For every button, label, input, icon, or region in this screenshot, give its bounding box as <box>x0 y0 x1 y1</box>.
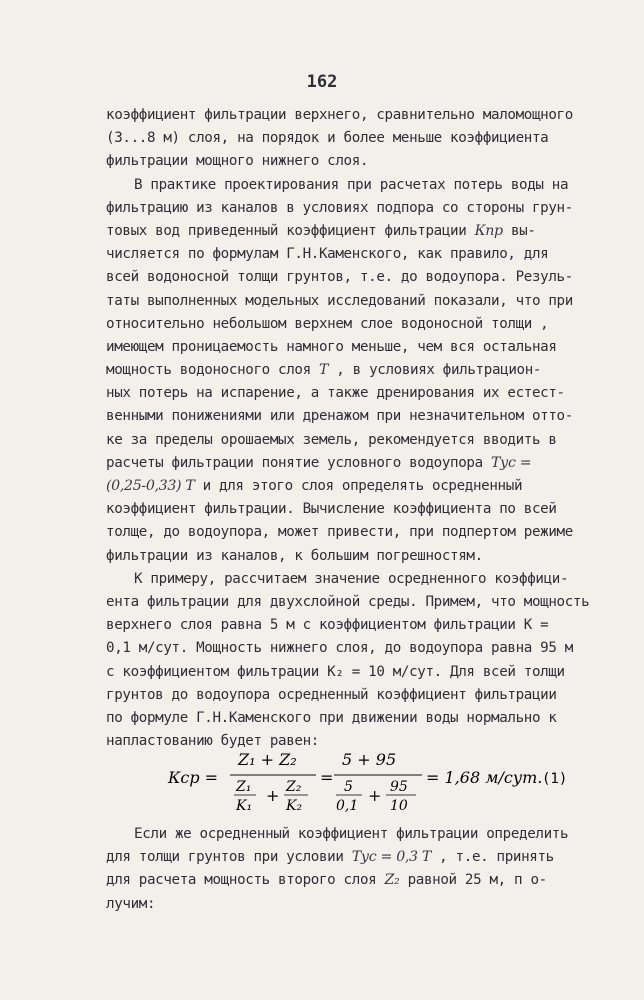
text-line: коэффициент фильтрации. Вычисление коэффициента по всей <box>106 501 557 518</box>
text-segment: и для этого слоя определять осредненный <box>194 478 523 494</box>
text-line: ке за пределы орошаемых земель, рекомендуется вводить в <box>106 431 557 448</box>
text-line: толще, до водоупора, может привести, при подпертом режиме <box>106 524 573 541</box>
text-line: всей водоносной толщи грунтов, т.е. до водоупора. Резуль- <box>106 269 573 286</box>
formula-result: = 1,68 м/сут. <box>426 768 543 787</box>
formula-den1-b: Z₂ <box>286 779 302 795</box>
body-text-continued <box>106 823 586 916</box>
symbol-t-us: Тус = <box>491 454 532 471</box>
text-segment: мощность водоносного слоя <box>106 362 319 379</box>
symbol-z2: Z₂ <box>384 872 400 889</box>
formula-den1-plus: + <box>266 786 280 805</box>
text-line <box>106 475 586 498</box>
text-line: Если же осредненный коэффициент фильтрации определить <box>134 826 569 842</box>
formula-block <box>168 745 588 815</box>
text-segment: равной 25 м, п о- <box>399 872 547 889</box>
text-line <box>106 869 586 892</box>
formula-den1-a-k: K₁ <box>236 798 253 814</box>
symbol-t: Т <box>318 362 329 379</box>
text-line <box>106 359 586 382</box>
text-segment: товых вод приведенный коэффициент фильтрации <box>106 222 475 239</box>
text-line: венными понижениями или дренажом при незначительном отто- <box>106 408 573 425</box>
formula-den2-a: 5 <box>344 779 353 795</box>
text-line: числяется по формулам Г.Н.Каменского, как правило, для <box>106 246 549 263</box>
page-number: 162 <box>306 72 338 92</box>
text-line: фильтрацию из каналов в условиях подпора со стороны грун- <box>106 199 573 216</box>
text-line: фильтрации из каналов, к большим погрешностям. <box>106 547 483 564</box>
text-line: К примеру, рассчитаем значение осредненного коэффици- <box>134 570 569 587</box>
formula-den1-a: Z₁ <box>236 779 252 795</box>
text-line: по формуле Г.Н.Каменского при движении воды нормально к <box>106 709 557 726</box>
text-line: 0,1 м/сут. Мощность нижнего слоя, до водоупора равна 95 м <box>106 640 573 657</box>
text-line: грунтов до водоупора осредненный коэффициент фильтрации <box>106 686 557 703</box>
text-segment: вы- <box>502 222 536 239</box>
formula-num1: Z₁ + Z₂ <box>238 750 297 769</box>
text-line: ента фильтрации для двухслойной среды. Примем, что мощность <box>106 593 590 610</box>
text-line <box>106 220 586 243</box>
formula-den2-b-k: 10 <box>390 798 408 814</box>
text-segment: расчеты фильтрации понятие условного водоупора <box>106 454 492 471</box>
text-line <box>106 452 586 475</box>
text-line: фильтрации мощного нижнего слоя. <box>106 153 369 170</box>
text-line: (3...8 м) слоя, на порядок и более меньше коэффициента <box>106 130 549 147</box>
body-text <box>106 104 590 753</box>
formula-den1-b-k: K₂ <box>286 798 303 814</box>
symbol-k-pr: Кпр <box>474 222 503 239</box>
text-line: лучим: <box>106 895 156 912</box>
formula-den2-a-k: 0,1 <box>336 798 359 814</box>
formula-eq2: = <box>320 768 334 787</box>
equation-number: (1) <box>542 771 568 787</box>
text-line: напластованию будет равен: <box>106 733 319 750</box>
text-segment: , в условиях фильтрацион- <box>328 362 542 379</box>
formula-den2-plus: + <box>368 786 382 805</box>
symbol-t-us-value: Тус = 0,3 Т <box>351 849 431 866</box>
text-line <box>106 846 586 869</box>
text-line: В практике проектирования при расчетах потерь воды на <box>134 176 569 193</box>
text-line: ных потерь на испарение, а также дренирования их естест- <box>106 385 565 402</box>
text-line: таты выполненных модельных исследований показали, что при <box>106 292 573 309</box>
formula-num2: 5 + 95 <box>342 750 397 769</box>
formula-den2-b: 95 <box>390 779 408 795</box>
text-segment: для расчета мощность второго слоя <box>106 872 385 889</box>
formula-svg <box>168 745 588 815</box>
text-line: относительно небольшом верхнем слое водоносной толщи , <box>106 315 549 332</box>
text-line: верхнего слоя равна 5 м с коэффициентом фильтрации К = <box>106 617 549 634</box>
text-segment: , т.е. принять <box>430 849 554 866</box>
text-line: с коэффициентом фильтрации К₂ = 10 м/сут. Для всей толщи <box>106 663 565 680</box>
symbol-range: (0,25-0,33) Т <box>106 478 195 494</box>
text-segment: для толщи грунтов при условии <box>106 849 352 866</box>
text-line: имеющем проницаемость намного меньше, чем вся остальная <box>106 338 557 355</box>
formula-lhs: Кср = <box>168 768 219 787</box>
text-line: коэффициент фильтрации верхнего, сравнительно маломощного <box>106 107 573 123</box>
